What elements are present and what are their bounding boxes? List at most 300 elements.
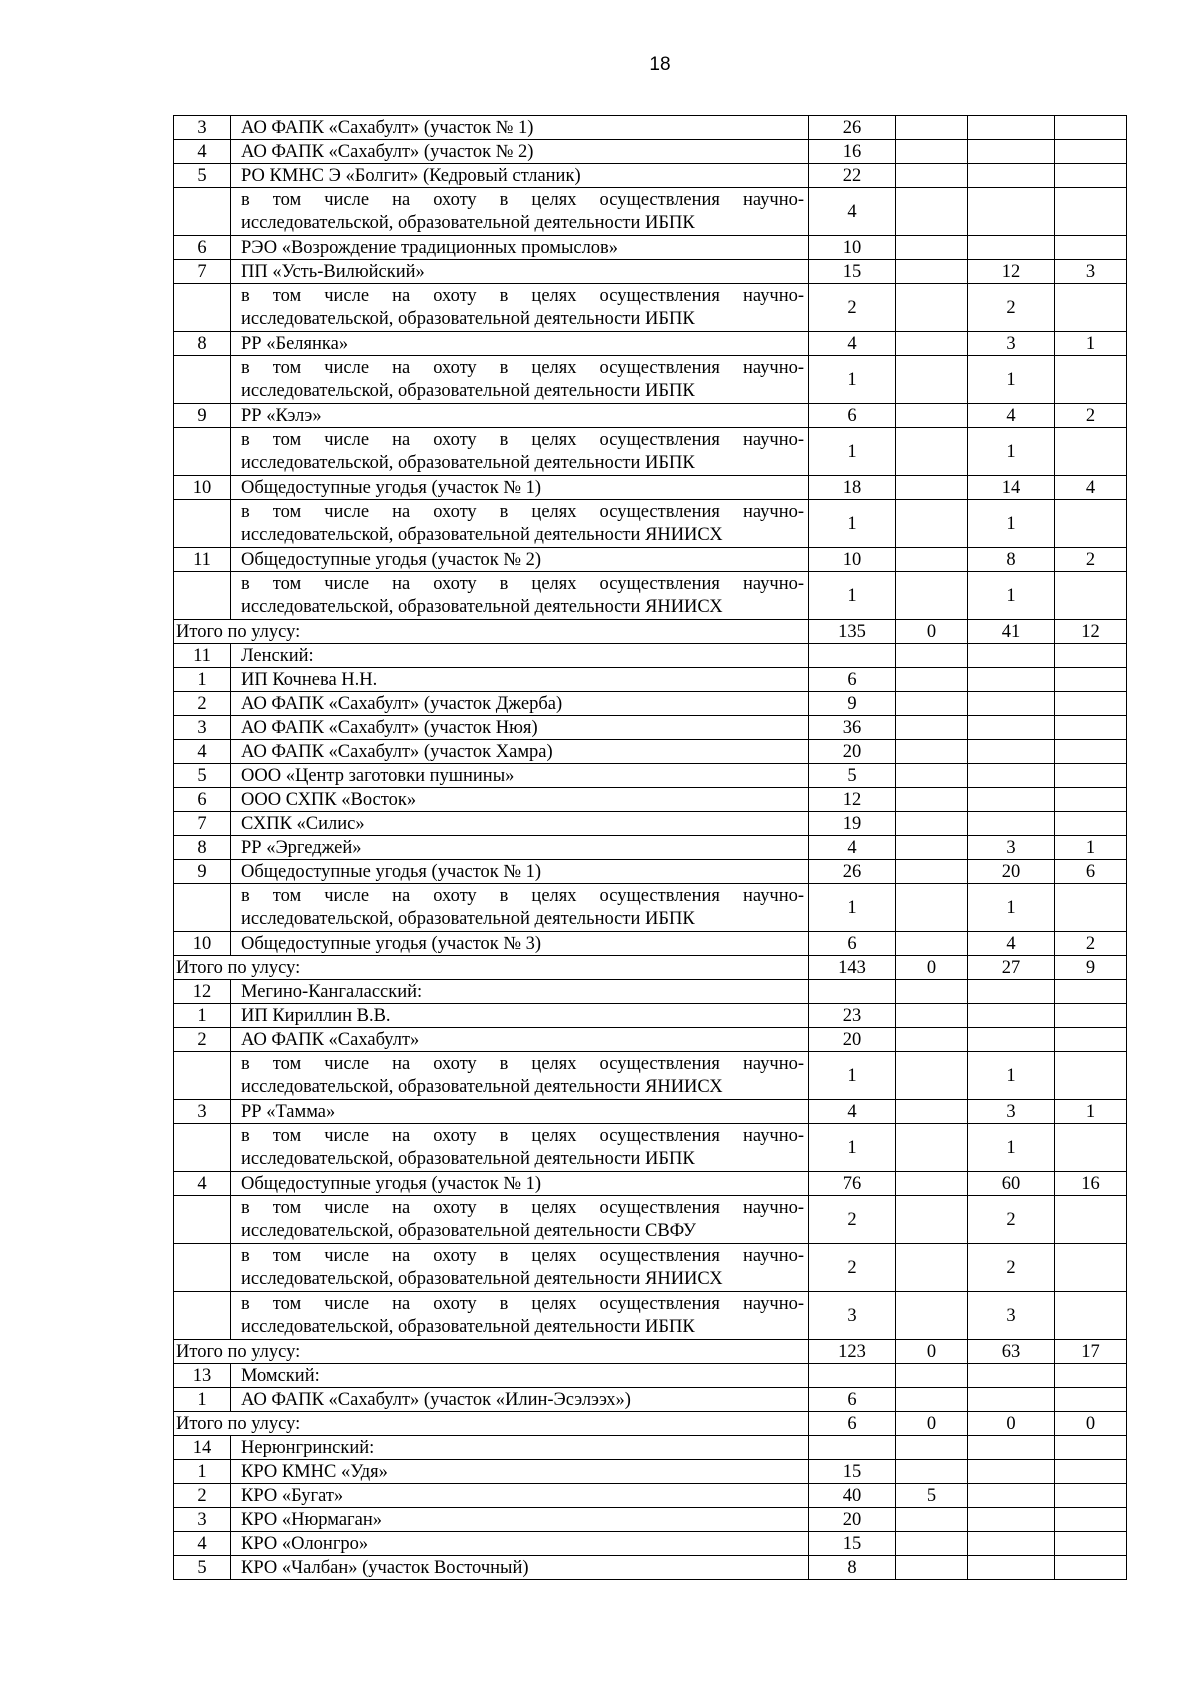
value-cell: [968, 188, 1055, 236]
value-cell: [896, 644, 968, 668]
table-body: [174, 116, 1127, 1580]
table-row: [174, 1508, 1127, 1532]
value-cell: 1: [809, 572, 896, 620]
row-number: 12: [174, 980, 231, 1004]
value-cell: 3: [968, 1100, 1055, 1124]
region-name: Момский:: [231, 1364, 809, 1388]
value-cell: [968, 668, 1055, 692]
value-cell: [968, 644, 1055, 668]
row-name: РО КМНС Э «Болгит» (Кедровый стланик): [231, 164, 809, 188]
value-cell: 4: [809, 1100, 896, 1124]
value-cell: [1055, 716, 1127, 740]
total-label: Итого по улусу:: [174, 1340, 809, 1364]
row-name: в том числе на охоту в целях осуществления научно-исследовательской, образовательной деятельности ИБПК: [231, 356, 809, 404]
value-cell: 6: [1055, 860, 1127, 884]
row-number: [174, 1124, 231, 1172]
value-cell: [896, 1364, 968, 1388]
total-row: [174, 1340, 1127, 1364]
value-cell: 22: [809, 164, 896, 188]
value-cell: [896, 860, 968, 884]
sub-row: [174, 884, 1127, 932]
row-number: 3: [174, 1100, 231, 1124]
value-cell: [1055, 788, 1127, 812]
value-cell: 4: [809, 188, 896, 236]
value-cell: [968, 980, 1055, 1004]
row-name: КРО «Чалбан» (участок Восточный): [231, 1556, 809, 1580]
region-row: [174, 980, 1127, 1004]
value-cell: [1055, 1196, 1127, 1244]
total-row: [174, 620, 1127, 644]
value-cell: [1055, 812, 1127, 836]
value-cell: 1: [1055, 1100, 1127, 1124]
value-cell: [896, 164, 968, 188]
value-cell: 10: [809, 548, 896, 572]
row-number: 6: [174, 236, 231, 260]
value-cell: 16: [1055, 1172, 1127, 1196]
value-cell: [896, 260, 968, 284]
table-row: [174, 692, 1127, 716]
value-cell: [1055, 1364, 1127, 1388]
value-cell: 5: [896, 1484, 968, 1508]
value-cell: 2: [1055, 548, 1127, 572]
row-name: Общедоступные угодья (участок № 1): [231, 860, 809, 884]
value-cell: 20: [809, 1028, 896, 1052]
value-cell: [1055, 884, 1127, 932]
value-cell: [1055, 1436, 1127, 1460]
value-cell: 1: [1055, 332, 1127, 356]
value-cell: 14: [968, 476, 1055, 500]
value-cell: 20: [809, 740, 896, 764]
value-cell: [896, 188, 968, 236]
value-cell: 15: [809, 1460, 896, 1484]
value-cell: 41: [968, 620, 1055, 644]
value-cell: 0: [1055, 1412, 1127, 1436]
row-number: 9: [174, 404, 231, 428]
value-cell: 12: [1055, 620, 1127, 644]
row-number: 3: [174, 716, 231, 740]
total-label: Итого по улусу:: [174, 620, 809, 644]
value-cell: [1055, 1244, 1127, 1292]
value-cell: [1055, 644, 1127, 668]
value-cell: [896, 356, 968, 404]
value-cell: 1: [968, 572, 1055, 620]
value-cell: [896, 1556, 968, 1580]
row-number: 10: [174, 476, 231, 500]
row-number: [174, 356, 231, 404]
value-cell: [896, 1100, 968, 1124]
row-name: в том числе на охоту в целях осуществления научно-исследовательской, образовательной деятельности ИБПК: [231, 1124, 809, 1172]
value-cell: 6: [809, 668, 896, 692]
value-cell: [896, 812, 968, 836]
row-number: 8: [174, 836, 231, 860]
value-cell: 1: [968, 1124, 1055, 1172]
total-row: [174, 1412, 1127, 1436]
row-name: в том числе на охоту в целях осуществления научно-исследовательской, образовательной деятельности ИБПК: [231, 428, 809, 476]
value-cell: 6: [809, 932, 896, 956]
value-cell: 4: [1055, 476, 1127, 500]
value-cell: [968, 1388, 1055, 1412]
row-number: [174, 884, 231, 932]
table-row: [174, 1100, 1127, 1124]
value-cell: 2: [968, 1244, 1055, 1292]
row-name: СХПК «Силис»: [231, 812, 809, 836]
row-name: Общедоступные угодья (участок № 3): [231, 932, 809, 956]
table-row: [174, 1028, 1127, 1052]
value-cell: [1055, 500, 1127, 548]
row-name: в том числе на охоту в целях осуществления научно-исследовательской, образовательной деятельности ЯНИИСХ: [231, 572, 809, 620]
value-cell: [896, 1196, 968, 1244]
row-number: 7: [174, 812, 231, 836]
value-cell: [896, 428, 968, 476]
value-cell: 10: [809, 236, 896, 260]
row-number: 8: [174, 332, 231, 356]
sub-row: [174, 428, 1127, 476]
row-number: 5: [174, 164, 231, 188]
value-cell: [1055, 1004, 1127, 1028]
row-name: в том числе на охоту в целях осуществления научно-исследовательской, образовательной деятельности ИБПК: [231, 884, 809, 932]
region-name: Нерюнгринский:: [231, 1436, 809, 1460]
value-cell: [896, 476, 968, 500]
value-cell: [968, 1532, 1055, 1556]
value-cell: [896, 980, 968, 1004]
value-cell: 0: [896, 620, 968, 644]
row-name: РР «Белянка»: [231, 332, 809, 356]
row-number: 5: [174, 764, 231, 788]
sub-row: [174, 1052, 1127, 1100]
value-cell: 17: [1055, 1340, 1127, 1364]
region-row: [174, 1364, 1127, 1388]
row-number: 14: [174, 1436, 231, 1460]
region-name: Мегино-Кангаласский:: [231, 980, 809, 1004]
value-cell: [1055, 1028, 1127, 1052]
row-name: КРО «Нюрмаган»: [231, 1508, 809, 1532]
row-name: ООО «Центр заготовки пушнины»: [231, 764, 809, 788]
row-number: 1: [174, 1460, 231, 1484]
row-name: ИП Кириллин В.В.: [231, 1004, 809, 1028]
value-cell: [1055, 428, 1127, 476]
value-cell: [968, 788, 1055, 812]
value-cell: 15: [809, 1532, 896, 1556]
value-cell: [1055, 1388, 1127, 1412]
sub-row: [174, 356, 1127, 404]
value-cell: 2: [968, 1196, 1055, 1244]
value-cell: 16: [809, 140, 896, 164]
row-number: 9: [174, 860, 231, 884]
table-row: [174, 476, 1127, 500]
row-name: АО ФАПК «Сахабулт» (участок № 1): [231, 116, 809, 140]
value-cell: 2: [1055, 404, 1127, 428]
value-cell: [896, 284, 968, 332]
value-cell: [1055, 116, 1127, 140]
value-cell: 135: [809, 620, 896, 644]
value-cell: [896, 500, 968, 548]
page-number: 18: [649, 54, 671, 75]
value-cell: [896, 1004, 968, 1028]
row-name: РЭО «Возрождение традиционных промыслов»: [231, 236, 809, 260]
row-number: 6: [174, 788, 231, 812]
sub-row: [174, 188, 1127, 236]
value-cell: 1: [968, 428, 1055, 476]
total-row: [174, 956, 1127, 980]
row-number: 3: [174, 1508, 231, 1532]
total-label: Итого по улусу:: [174, 956, 809, 980]
table-row: [174, 836, 1127, 860]
table-row: [174, 932, 1127, 956]
sub-row: [174, 1292, 1127, 1340]
value-cell: [896, 740, 968, 764]
value-cell: [1055, 164, 1127, 188]
row-name: в том числе на охоту в целях осуществления научно-исследовательской, образовательной деятельности ЯНИИСХ: [231, 500, 809, 548]
row-name: ПП «Усть-Вилюйский»: [231, 260, 809, 284]
value-cell: [896, 692, 968, 716]
value-cell: [968, 1436, 1055, 1460]
table-row: [174, 740, 1127, 764]
value-cell: [809, 980, 896, 1004]
value-cell: [1055, 356, 1127, 404]
table-row: [174, 548, 1127, 572]
row-name: в том числе на охоту в целях осуществления научно-исследовательской, образовательной деятельности ЯНИИСХ: [231, 1244, 809, 1292]
value-cell: 1: [968, 884, 1055, 932]
value-cell: 6: [809, 1412, 896, 1436]
table-row: [174, 332, 1127, 356]
value-cell: [1055, 1484, 1127, 1508]
value-cell: [896, 884, 968, 932]
row-name: Общедоступные угодья (участок № 1): [231, 1172, 809, 1196]
value-cell: [809, 644, 896, 668]
value-cell: [1055, 1292, 1127, 1340]
table-row: [174, 404, 1127, 428]
value-cell: 2: [1055, 932, 1127, 956]
value-cell: 27: [968, 956, 1055, 980]
row-name: АО ФАПК «Сахабулт» (участок Нюя): [231, 716, 809, 740]
value-cell: 1: [809, 500, 896, 548]
sub-row: [174, 1196, 1127, 1244]
value-cell: 0: [896, 956, 968, 980]
row-number: 11: [174, 548, 231, 572]
row-name: ООО СХПК «Восток»: [231, 788, 809, 812]
value-cell: [896, 140, 968, 164]
value-cell: 1: [809, 884, 896, 932]
row-name: КРО «Бугат»: [231, 1484, 809, 1508]
value-cell: 8: [809, 1556, 896, 1580]
total-label: Итого по улусу:: [174, 1412, 809, 1436]
value-cell: [1055, 1052, 1127, 1100]
value-cell: 1: [968, 1052, 1055, 1100]
value-cell: 20: [809, 1508, 896, 1532]
value-cell: 1: [809, 1124, 896, 1172]
row-name: РР «Тамма»: [231, 1100, 809, 1124]
value-cell: [1055, 668, 1127, 692]
value-cell: [968, 116, 1055, 140]
value-cell: [896, 332, 968, 356]
value-cell: 1: [1055, 836, 1127, 860]
row-number: 1: [174, 1388, 231, 1412]
value-cell: 0: [968, 1412, 1055, 1436]
value-cell: [896, 116, 968, 140]
row-name: в том числе на охоту в целях осуществления научно-исследовательской, образовательной деятельности ИБПК: [231, 188, 809, 236]
value-cell: 26: [809, 116, 896, 140]
value-cell: 18: [809, 476, 896, 500]
table-row: [174, 812, 1127, 836]
value-cell: [896, 572, 968, 620]
value-cell: [968, 1004, 1055, 1028]
value-cell: 9: [1055, 956, 1127, 980]
value-cell: [968, 1364, 1055, 1388]
value-cell: [1055, 1532, 1127, 1556]
value-cell: [896, 404, 968, 428]
value-cell: [1055, 1460, 1127, 1484]
value-cell: [968, 164, 1055, 188]
row-name: КРО КМНС «Удя»: [231, 1460, 809, 1484]
value-cell: [968, 740, 1055, 764]
value-cell: [896, 1532, 968, 1556]
value-cell: 4: [968, 404, 1055, 428]
value-cell: [896, 764, 968, 788]
row-number: 4: [174, 1172, 231, 1196]
value-cell: [968, 764, 1055, 788]
value-cell: 2: [809, 1244, 896, 1292]
row-number: 5: [174, 1556, 231, 1580]
row-number: 4: [174, 1532, 231, 1556]
value-cell: [968, 716, 1055, 740]
value-cell: 76: [809, 1172, 896, 1196]
value-cell: [1055, 1556, 1127, 1580]
value-cell: [809, 1364, 896, 1388]
row-number: 3: [174, 116, 231, 140]
value-cell: 36: [809, 716, 896, 740]
row-number: 13: [174, 1364, 231, 1388]
table-row: [174, 116, 1127, 140]
row-number: [174, 1292, 231, 1340]
row-name: в том числе на охоту в целях осуществления научно-исследовательской, образовательной деятельности ИБПК: [231, 284, 809, 332]
value-cell: 19: [809, 812, 896, 836]
sub-row: [174, 284, 1127, 332]
row-name: в том числе на охоту в целях осуществления научно-исследовательской, образовательной деятельности ЯНИИСХ: [231, 1052, 809, 1100]
table-row: [174, 1172, 1127, 1196]
row-number: 4: [174, 140, 231, 164]
quota-table: [173, 115, 1127, 1580]
row-name: АО ФАПК «Сахабулт» (участок Джерба): [231, 692, 809, 716]
value-cell: 3: [968, 1292, 1055, 1340]
row-number: 4: [174, 740, 231, 764]
value-cell: 2: [809, 1196, 896, 1244]
value-cell: 23: [809, 1004, 896, 1028]
table-row: [174, 716, 1127, 740]
value-cell: [1055, 1508, 1127, 1532]
value-cell: [968, 1508, 1055, 1532]
row-name: ИП Кочнева Н.Н.: [231, 668, 809, 692]
row-name: в том числе на охоту в целях осуществления научно-исследовательской, образовательной деятельности СВФУ: [231, 1196, 809, 1244]
row-name: Общедоступные угодья (участок № 1): [231, 476, 809, 500]
value-cell: [896, 548, 968, 572]
sub-row: [174, 1124, 1127, 1172]
value-cell: 4: [809, 836, 896, 860]
value-cell: 12: [968, 260, 1055, 284]
value-cell: [896, 932, 968, 956]
value-cell: [1055, 572, 1127, 620]
value-cell: [968, 1028, 1055, 1052]
table-row: [174, 1460, 1127, 1484]
value-cell: [1055, 284, 1127, 332]
value-cell: 20: [968, 860, 1055, 884]
row-number: 11: [174, 644, 231, 668]
value-cell: [896, 1436, 968, 1460]
value-cell: [1055, 1124, 1127, 1172]
value-cell: [968, 1484, 1055, 1508]
value-cell: 15: [809, 260, 896, 284]
value-cell: 63: [968, 1340, 1055, 1364]
value-cell: [1055, 764, 1127, 788]
value-cell: 60: [968, 1172, 1055, 1196]
value-cell: 4: [809, 332, 896, 356]
value-cell: 1: [809, 1052, 896, 1100]
row-number: 7: [174, 260, 231, 284]
row-name: РР «Эргеджей»: [231, 836, 809, 860]
table-row: [174, 140, 1127, 164]
region-row: [174, 1436, 1127, 1460]
row-number: [174, 500, 231, 548]
value-cell: [968, 1460, 1055, 1484]
row-number: 10: [174, 932, 231, 956]
value-cell: 4: [968, 932, 1055, 956]
value-cell: 1: [968, 356, 1055, 404]
table-row: [174, 860, 1127, 884]
value-cell: [896, 1460, 968, 1484]
value-cell: [968, 812, 1055, 836]
value-cell: 6: [809, 1388, 896, 1412]
value-cell: [968, 236, 1055, 260]
value-cell: 6: [809, 404, 896, 428]
row-number: [174, 1244, 231, 1292]
row-number: 1: [174, 1004, 231, 1028]
value-cell: 26: [809, 860, 896, 884]
row-name: АО ФАПК «Сахабулт» (участок № 2): [231, 140, 809, 164]
value-cell: 1: [968, 500, 1055, 548]
value-cell: [896, 1388, 968, 1412]
region-row: [174, 644, 1127, 668]
value-cell: 3: [968, 332, 1055, 356]
value-cell: [1055, 740, 1127, 764]
value-cell: [896, 788, 968, 812]
value-cell: 3: [809, 1292, 896, 1340]
row-number: [174, 1196, 231, 1244]
value-cell: [1055, 140, 1127, 164]
table-row: [174, 1004, 1127, 1028]
row-number: [174, 188, 231, 236]
row-name: РР «Кэлэ»: [231, 404, 809, 428]
row-number: [174, 428, 231, 476]
value-cell: [896, 1052, 968, 1100]
table-row: [174, 1484, 1127, 1508]
value-cell: [896, 236, 968, 260]
value-cell: [1055, 980, 1127, 1004]
value-cell: 0: [896, 1340, 968, 1364]
value-cell: 12: [809, 788, 896, 812]
value-cell: [896, 1172, 968, 1196]
value-cell: 143: [809, 956, 896, 980]
table-row: [174, 1532, 1127, 1556]
value-cell: [896, 668, 968, 692]
value-cell: [1055, 236, 1127, 260]
row-name: АО ФАПК «Сахабулт» (участок «Илин-Эсэлээх»): [231, 1388, 809, 1412]
table-row: [174, 236, 1127, 260]
row-number: 2: [174, 692, 231, 716]
region-name: Ленский:: [231, 644, 809, 668]
value-cell: [896, 1292, 968, 1340]
value-cell: 123: [809, 1340, 896, 1364]
value-cell: 40: [809, 1484, 896, 1508]
row-number: [174, 1052, 231, 1100]
